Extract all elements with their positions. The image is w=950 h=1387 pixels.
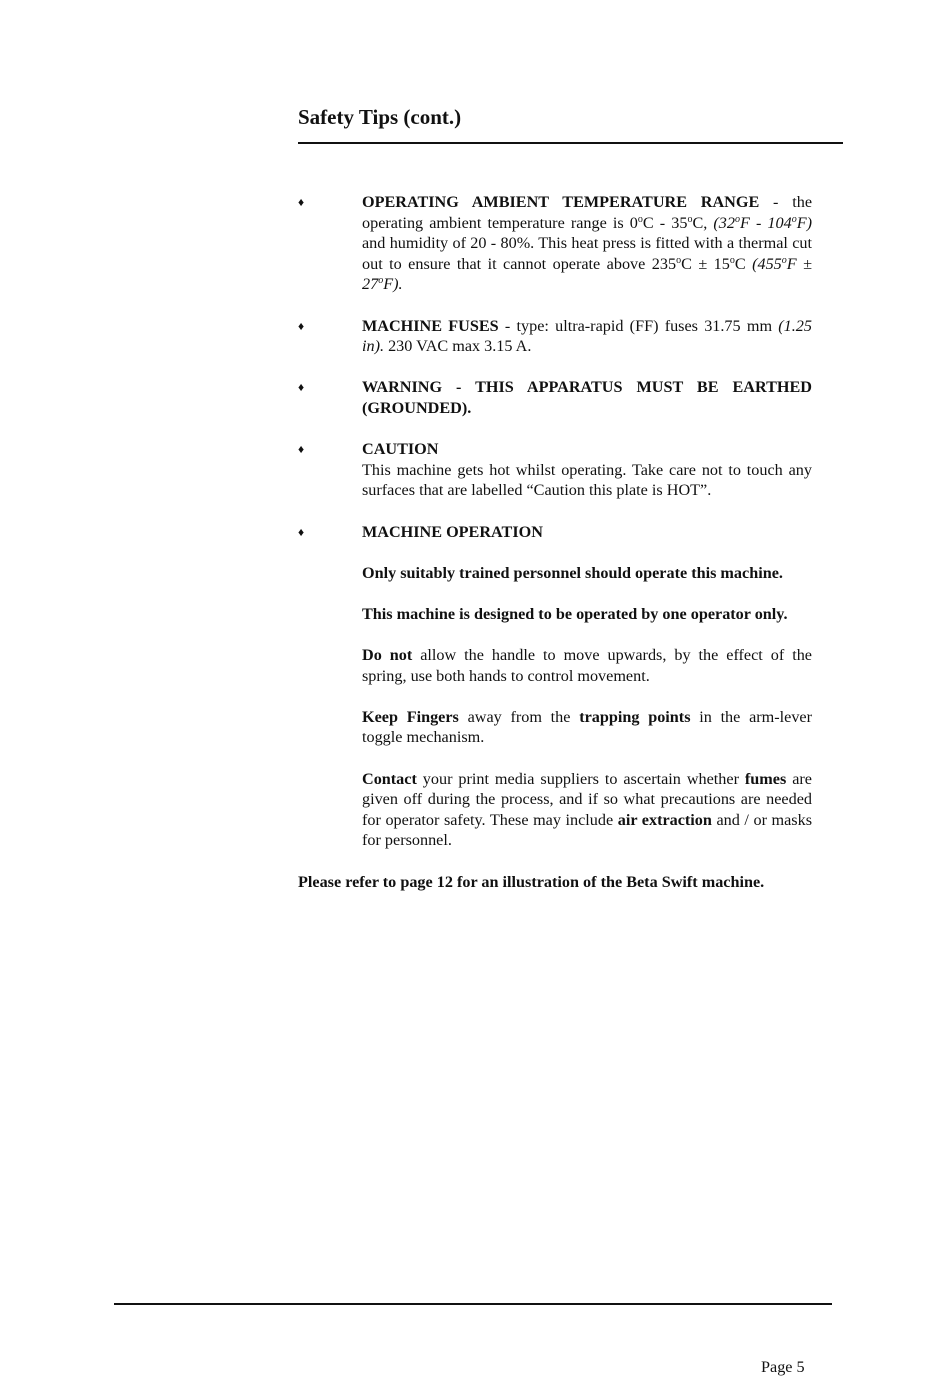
diamond-bullet-icon: ♦ (298, 380, 305, 395)
footer-divider (114, 1303, 832, 1305)
temperature-text: C, (692, 213, 714, 232)
diamond-bullet-icon: ♦ (298, 195, 305, 209)
temperature-heading: OPERATING AMBIENT TEMPERATURE RANGE (362, 193, 760, 211)
operation-text: and / or masks for personnel. (362, 810, 812, 850)
operation-fingers-paragraph (362, 707, 812, 748)
fuses-heading: MACHINE FUSES (362, 316, 499, 335)
temperature-fahrenheit: (455 (752, 254, 782, 273)
operation-emphasis: Do not (362, 646, 413, 665)
list-item-machine-operation (298, 522, 812, 852)
caution-body: This machine gets hot whilst operating. Take care not to touch any surfaces that are labelled “Caution this plate is HOT”. (362, 460, 812, 500)
degree-mark: o (687, 213, 693, 225)
operation-text: allow the handle to move upwards, by the effect of the spring, use both hands to control movement. (362, 646, 812, 685)
diamond-bullet-icon: ♦ (298, 442, 305, 457)
list-item-earthing-warning (298, 377, 812, 418)
temperature-separator: - (759, 193, 793, 211)
title-divider (298, 142, 843, 144)
operation-text: in the arm-lever toggle mechanism. (362, 707, 812, 747)
temperature-text: C ± 15 (681, 254, 730, 273)
diamond-bullet-icon: ♦ (298, 318, 305, 333)
operation-heading: MACHINE OPERATION (362, 522, 543, 541)
degree-mark: o (676, 254, 682, 266)
fuses-text: 230 VAC max 3.15 A. (384, 337, 532, 356)
fuses-inches: (1.25 in). (362, 316, 812, 356)
fuses-text: - type: ultra-rapid (FF) fuses 31.75 mm (498, 316, 779, 335)
degree-mark: o (637, 213, 643, 225)
operation-emphasis: Contact (362, 769, 417, 788)
operation-emphasis: Keep Fingers (362, 707, 459, 726)
operation-one-operator: This machine is designed to be operated by one operator only. (362, 604, 788, 623)
diamond-bullet-icon: ♦ (298, 524, 305, 539)
degree-mark: o (729, 254, 735, 266)
operation-fumes-paragraph (362, 769, 812, 851)
temperature-fahrenheit: (32 (713, 213, 735, 232)
degree-mark: o (734, 213, 740, 225)
operation-emphasis: fumes (744, 769, 787, 788)
list-item-caution (298, 439, 812, 501)
operation-text: your print media suppliers to ascertain whether (416, 769, 745, 788)
temperature-text: and humidity of 20 - 80%. This heat press is fitted with a thermal cut out to ensure that it cannot operate above 235 (362, 234, 812, 273)
operation-text: are given off during the process, and if so what precautions are needed for operator safety. These may include (362, 769, 812, 829)
caution-heading: CAUTION (362, 440, 439, 459)
list-item-machine-fuses (298, 316, 812, 357)
operation-handle-paragraph (362, 645, 812, 686)
degree-mark: o (781, 254, 787, 266)
list-item-temperature-range (298, 192, 812, 295)
temperature-text: the operating ambient temperature range is 0 (362, 193, 813, 232)
temperature-text: C - 35 (642, 213, 688, 232)
operation-heading-paragraph (362, 522, 812, 543)
temperature-fahrenheit: F ± 27 (362, 254, 812, 294)
degree-mark: o (378, 275, 384, 287)
temperature-fahrenheit: F - 104 (739, 213, 792, 232)
temperature-fahrenheit: F) (796, 213, 812, 232)
page-title: Safety Tips (cont.) (298, 105, 462, 129)
warning-text: WARNING - THIS APPARATUS MUST BE EARTHED (GROUNDED). (362, 378, 812, 417)
temperature-text: C (734, 254, 753, 273)
safety-tips-content (298, 192, 812, 892)
page-number: Page 5 (761, 1358, 805, 1376)
operation-trained-personnel: Only suitably trained personnel should operate this machine. (362, 563, 783, 582)
temperature-fahrenheit: F). (383, 275, 403, 294)
operation-emphasis: trapping points (579, 707, 691, 726)
operation-text: away from the (458, 707, 580, 726)
operation-emphasis: air extraction (617, 810, 712, 829)
illustration-reference-note: Please refer to page 12 for an illustration of the Beta Swift machine. (298, 872, 765, 891)
degree-mark: o (791, 213, 797, 225)
